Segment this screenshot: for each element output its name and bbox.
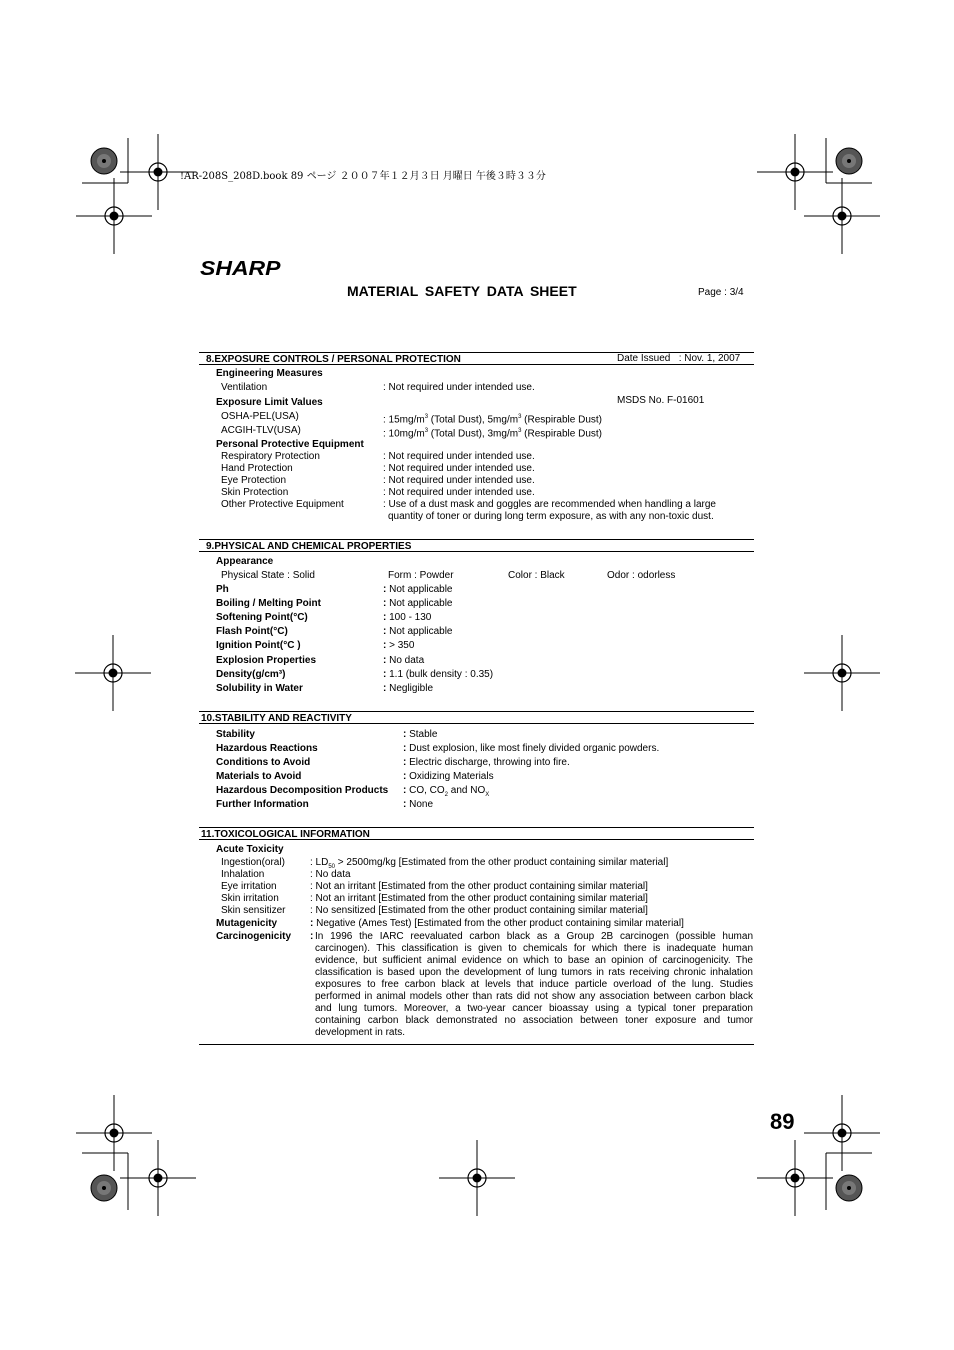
skin-label: Skin Protection — [221, 487, 289, 498]
respiratory-label: Respiratory Protection — [221, 451, 320, 462]
page-indicator: Page : 3/4 — [698, 287, 744, 298]
carcinogenicity-colon: : — [310, 931, 314, 942]
stability-label: Conditions to Avoid — [216, 757, 311, 768]
property-label: Solubility in Water — [216, 682, 303, 694]
acgih-label: ACGIH-TLV(USA) — [221, 425, 301, 436]
inhalation-value: : No data — [310, 869, 351, 880]
respiratory-value: : Not required under intended use. — [383, 451, 535, 462]
acute-toxicity-heading: Acute Toxicity — [216, 844, 284, 855]
further-info-label: Further Information — [216, 799, 309, 810]
section-end-rule — [199, 1044, 754, 1045]
stability-label: Stability — [216, 729, 255, 740]
other-ppe-value-2: quantity of toner or during long term exposure, as with any non-toxic dust. — [388, 511, 714, 522]
skin-sensitizer-label: Skin sensitizer — [221, 905, 286, 916]
appearance-heading: Appearance — [216, 556, 274, 567]
physical-state: Physical State : Solid — [221, 570, 315, 581]
skin-value: : Not required under intended use. — [383, 487, 535, 498]
property-label: Ph — [216, 584, 229, 595]
property-label: Boiling / Melting Point — [216, 598, 321, 610]
odor: Odor : odorless — [607, 570, 676, 581]
engineering-measures-heading: Engineering Measures — [216, 368, 323, 379]
property-value: : 100 - 130 — [383, 612, 432, 624]
print-header: !AR-208S_208D.book 89 ページ ２００７年１２月３日 月曜日 午後３時３３分 — [180, 171, 546, 182]
eye-irritation-value: : Not an irritant [Estimated from the other product containing similar material] — [310, 881, 648, 892]
stability-label: Hazardous Reactions — [216, 743, 318, 754]
hand-value: : Not required under intended use. — [383, 463, 535, 474]
ppe-heading: Personal Protective Equipment — [216, 439, 364, 450]
skin-irritation-value: : Not an irritant [Estimated from the other product containing similar material] — [310, 893, 648, 904]
color: Color : Black — [508, 570, 565, 581]
ingestion-label: Ingestion(oral) — [221, 857, 285, 868]
property-value: : Not applicable — [383, 584, 453, 595]
skin-irritation-label: Skin irritation — [221, 893, 279, 904]
hdp-value: : CO, $CO_2$ and $NO_X$ — [403, 785, 490, 798]
carcinogenicity-value: In 1996 the IARC reevaluated carbon black as a Group 2B carcinogen (possible human carcinogen). This classification is given to chemicals for which there is inadequate human evidence, but sufficient animal evidence on which to base an opinion of carcinogenicity. The classification is based upon the development of lung tumors in rats receiving chronic inhalation exposures to free carbon black at levels that induce particle overload of the lung. Studies performed in animal models other than rats did not show any association between carbon black and lung tumors. Moreover, a two-year cancer bioassay using a typical toner preparation containing carbon black demonstrated no association between toner exposure and tumor development in rats. — [315, 931, 753, 1038]
property-value: : Not applicable — [383, 598, 453, 610]
date-issued-line: Date Issued : Nov. 1, 2007 — [617, 353, 741, 364]
property-value: : No data — [383, 654, 425, 666]
ventilation-value: : Not required under intended use. — [383, 382, 535, 393]
section-10-heading: 10.STABILITY AND REACTIVITY — [199, 711, 754, 724]
stability-value: : Dust explosion, like most finely divided organic powders. — [403, 743, 660, 754]
property-label: Flash Point(°C) — [216, 626, 288, 638]
hand-label: Hand Protection — [221, 463, 293, 474]
stability-label: Materials to Avoid — [216, 771, 302, 782]
exposure-limit-heading: Exposure Limit Values — [216, 397, 323, 408]
page-number: 89 — [770, 1109, 795, 1134]
msds-number: MSDS No. F-01601 — [617, 395, 705, 406]
property-value: : Negligible — [383, 682, 434, 694]
other-ppe-label: Other Protective Equipment — [221, 499, 344, 510]
property-value: : > 350 — [383, 640, 415, 652]
mutagenicity-label: Mutagenicity — [216, 918, 278, 929]
section-8-heading: 8.EXPOSURE CONTROLS / PERSONAL PROTECTION — [199, 352, 754, 365]
form: Form : Powder — [388, 570, 454, 581]
stability-value: : Stable — [403, 729, 438, 740]
eye-label: Eye Protection — [221, 475, 287, 486]
stability-value: : Electric discharge, throwing into fire. — [403, 757, 570, 768]
sharp-logo: SHARP — [200, 258, 281, 280]
eye-irritation-label: Eye irritation — [221, 881, 277, 892]
property-label: Explosion Properties — [216, 654, 317, 666]
eye-value: : Not required under intended use. — [383, 475, 535, 486]
property-label: Ignition Point(°C ) — [216, 640, 301, 652]
inhalation-label: Inhalation — [221, 869, 265, 880]
mutagenicity-value: : Negative (Ames Test) [Estimated from the other product containing similar material] — [310, 918, 684, 929]
ventilation-label: Ventilation — [221, 382, 268, 393]
skin-sensitizer-value: : No sensitized [Estimated from the other product containing similar material] — [310, 905, 648, 916]
date-issued — [617, 324, 740, 422]
section-9-heading: 9.PHYSICAL AND CHEMICAL PROPERTIES — [199, 539, 754, 552]
hdp-label: Hazardous Decomposition Products — [216, 785, 389, 796]
carcinogenicity-label: Carcinogenicity — [216, 931, 292, 942]
osha-label: OSHA-PEL(USA) — [221, 411, 299, 422]
other-ppe-value-1: : Use of a dust mask and goggles are recommended when handling a large — [383, 499, 716, 510]
property-label: Density(g/cm³) — [216, 668, 286, 680]
further-info-value: : None — [403, 799, 434, 810]
property-value: : 1.1 (bulk density : 0.35) — [383, 668, 494, 680]
acgih-value: : $10mg/m^3$ (Total Dust), $3mg/m^3$ (Respirable Dust) — [383, 428, 602, 440]
property-label: Softening Point(°C) — [216, 612, 308, 624]
document-title: MATERIAL SAFETY DATA SHEET — [347, 283, 577, 299]
osha-value: : $15mg/m^3$ (Total Dust), $5mg/m^3$ (Respirable Dust) — [383, 414, 602, 426]
section-11-heading: 11.TOXICOLOGICAL INFORMATION — [199, 827, 754, 840]
stability-value: : Oxidizing Materials — [403, 771, 494, 782]
ingestion-value: : $LD_{50} > 2500mg/kg$ [Estimated from the other product containing similar material] — [310, 857, 669, 870]
property-value: : Not applicable — [383, 626, 453, 638]
